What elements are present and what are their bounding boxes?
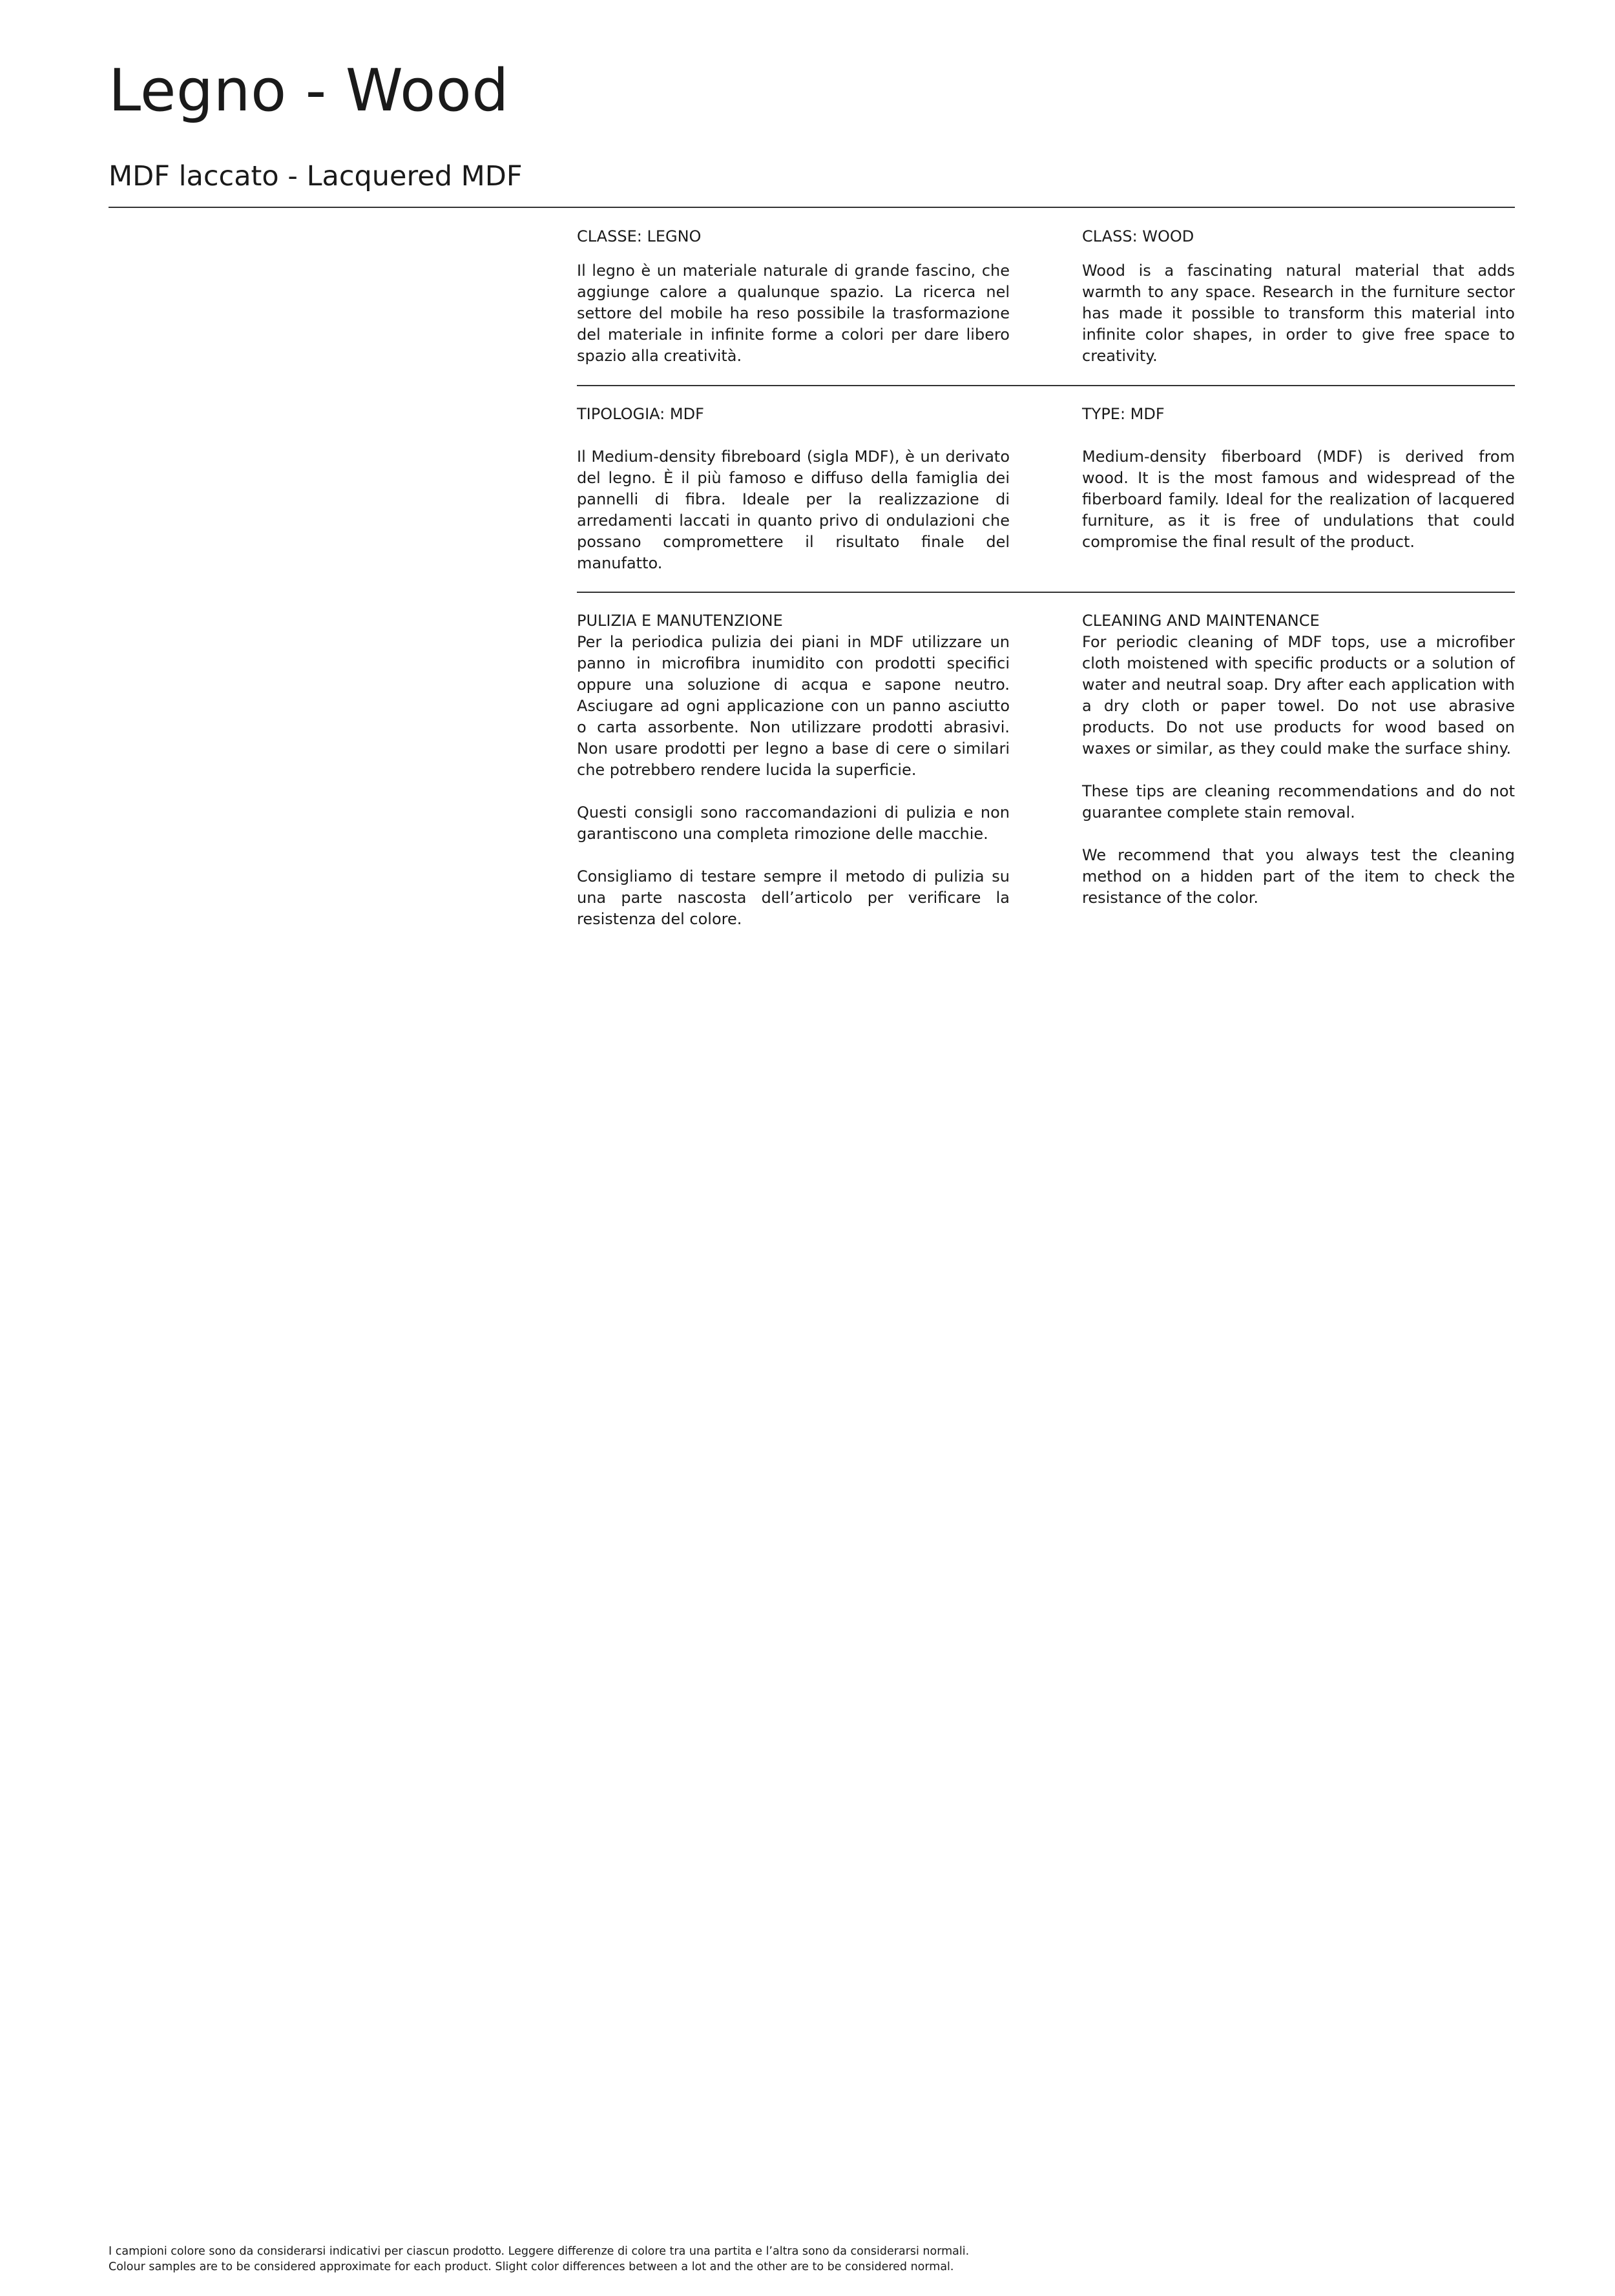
- section-heading: CLASS: WOOD: [1082, 227, 1194, 245]
- page-title: Legno - Wood: [109, 57, 509, 125]
- section-type-en: [1082, 404, 1515, 553]
- section-paragraph: Consigliamo di testare sempre il metodo di pulizia su una parte nascosta dell’articolo per verificare la resistenza del colore.: [577, 867, 1010, 928]
- section-paragraph: Questi consigli sono raccomandazioni di pulizia e non garantiscono una completa rimozione delle macchie.: [577, 803, 1010, 843]
- section-paragraph: We recommend that you always test the cleaning method on a hidden part of the item to check the resistance of the color.: [1082, 846, 1515, 907]
- section-paragraph: Wood is a fascinating natural material that adds warmth to any space. Research in the furniture sector has made it possible to transform this material into infinite color shapes, in order to give free space to creativity.: [1082, 262, 1515, 365]
- section-heading: CLASSE: LEGNO: [577, 227, 702, 245]
- section-paragraph: Per la periodica pulizia dei piani in MDF utilizzare un panno in microfibra inumidito con prodotti specifici oppure una soluzione di acqua e sapone neutro. Asciugare ad ogni applicazione con un panno asciutto o carta assorbente. Non utilizzare prodotti abrasivi. Non usare prodotti per legno a base di cere o similari che potrebbero rendere lucida la superficie.: [577, 633, 1010, 779]
- section-divider: [577, 385, 1515, 386]
- section-cleaning-it: [577, 610, 1010, 930]
- section-heading: TIPOLOGIA: MDF: [577, 405, 704, 423]
- page-subtitle: MDF laccato - Lacquered MDF: [109, 160, 523, 192]
- footer-disclaimer: [109, 2244, 969, 2275]
- section-paragraph: Medium-density fiberboard (MDF) is derived from wood. It is the most famous and widespread of the fiberboard family. Ideal for the realization of lacquered furniture, as it is free of undulations that could compromise the final result of the product.: [1082, 448, 1515, 551]
- section-paragraph: Il Medium-density fibreboard (sigla MDF), è un derivato del legno. È il più famoso e diffuso della famiglia dei pannelli di fibra. Ideale per la realizzazione di arredamenti laccati in quanto privo di ondulazioni che possano compromettere il risultato finale del manufatto.: [577, 448, 1010, 572]
- header-divider: [109, 207, 1515, 208]
- section-heading: PULIZIA E MANUTENZIONE: [577, 612, 783, 630]
- footer-line-it: I campioni colore sono da considerarsi indicativi per ciascun prodotto. Leggere differenze di colore tra una partita e l’altra sono da considerarsi normali.: [109, 2245, 970, 2258]
- footer-line-en: Colour samples are to be considered approximate for each product. Slight color differences between a lot and the other are to be considered normal.: [109, 2260, 954, 2273]
- section-divider: [577, 592, 1515, 593]
- section-class-en: [1082, 226, 1515, 367]
- section-paragraph: These tips are cleaning recommendations and do not guarantee complete stain removal.: [1082, 782, 1515, 822]
- section-heading: TYPE: MDF: [1082, 405, 1165, 423]
- section-type-it: [577, 404, 1010, 574]
- section-paragraph: Il legno è un materiale naturale di grande fascino, che aggiunge calore a qualunque spazio. La ricerca nel settore del mobile ha reso possibile la trasformazione del materiale in infinite forme a colori per dare libero spazio alla creatività.: [577, 262, 1010, 365]
- section-cleaning-en: [1082, 610, 1515, 909]
- section-heading: CLEANING AND MAINTENANCE: [1082, 612, 1320, 630]
- section-paragraph: For periodic cleaning of MDF tops, use a microfiber cloth moistened with specific products or a solution of water and neutral soap. Dry after each application with a dry cloth or paper towel. Do not use abrasive products. Do not use products for wood based on waxes or similar, as they could make the surface shiny.: [1082, 633, 1515, 758]
- section-class-it: [577, 226, 1010, 367]
